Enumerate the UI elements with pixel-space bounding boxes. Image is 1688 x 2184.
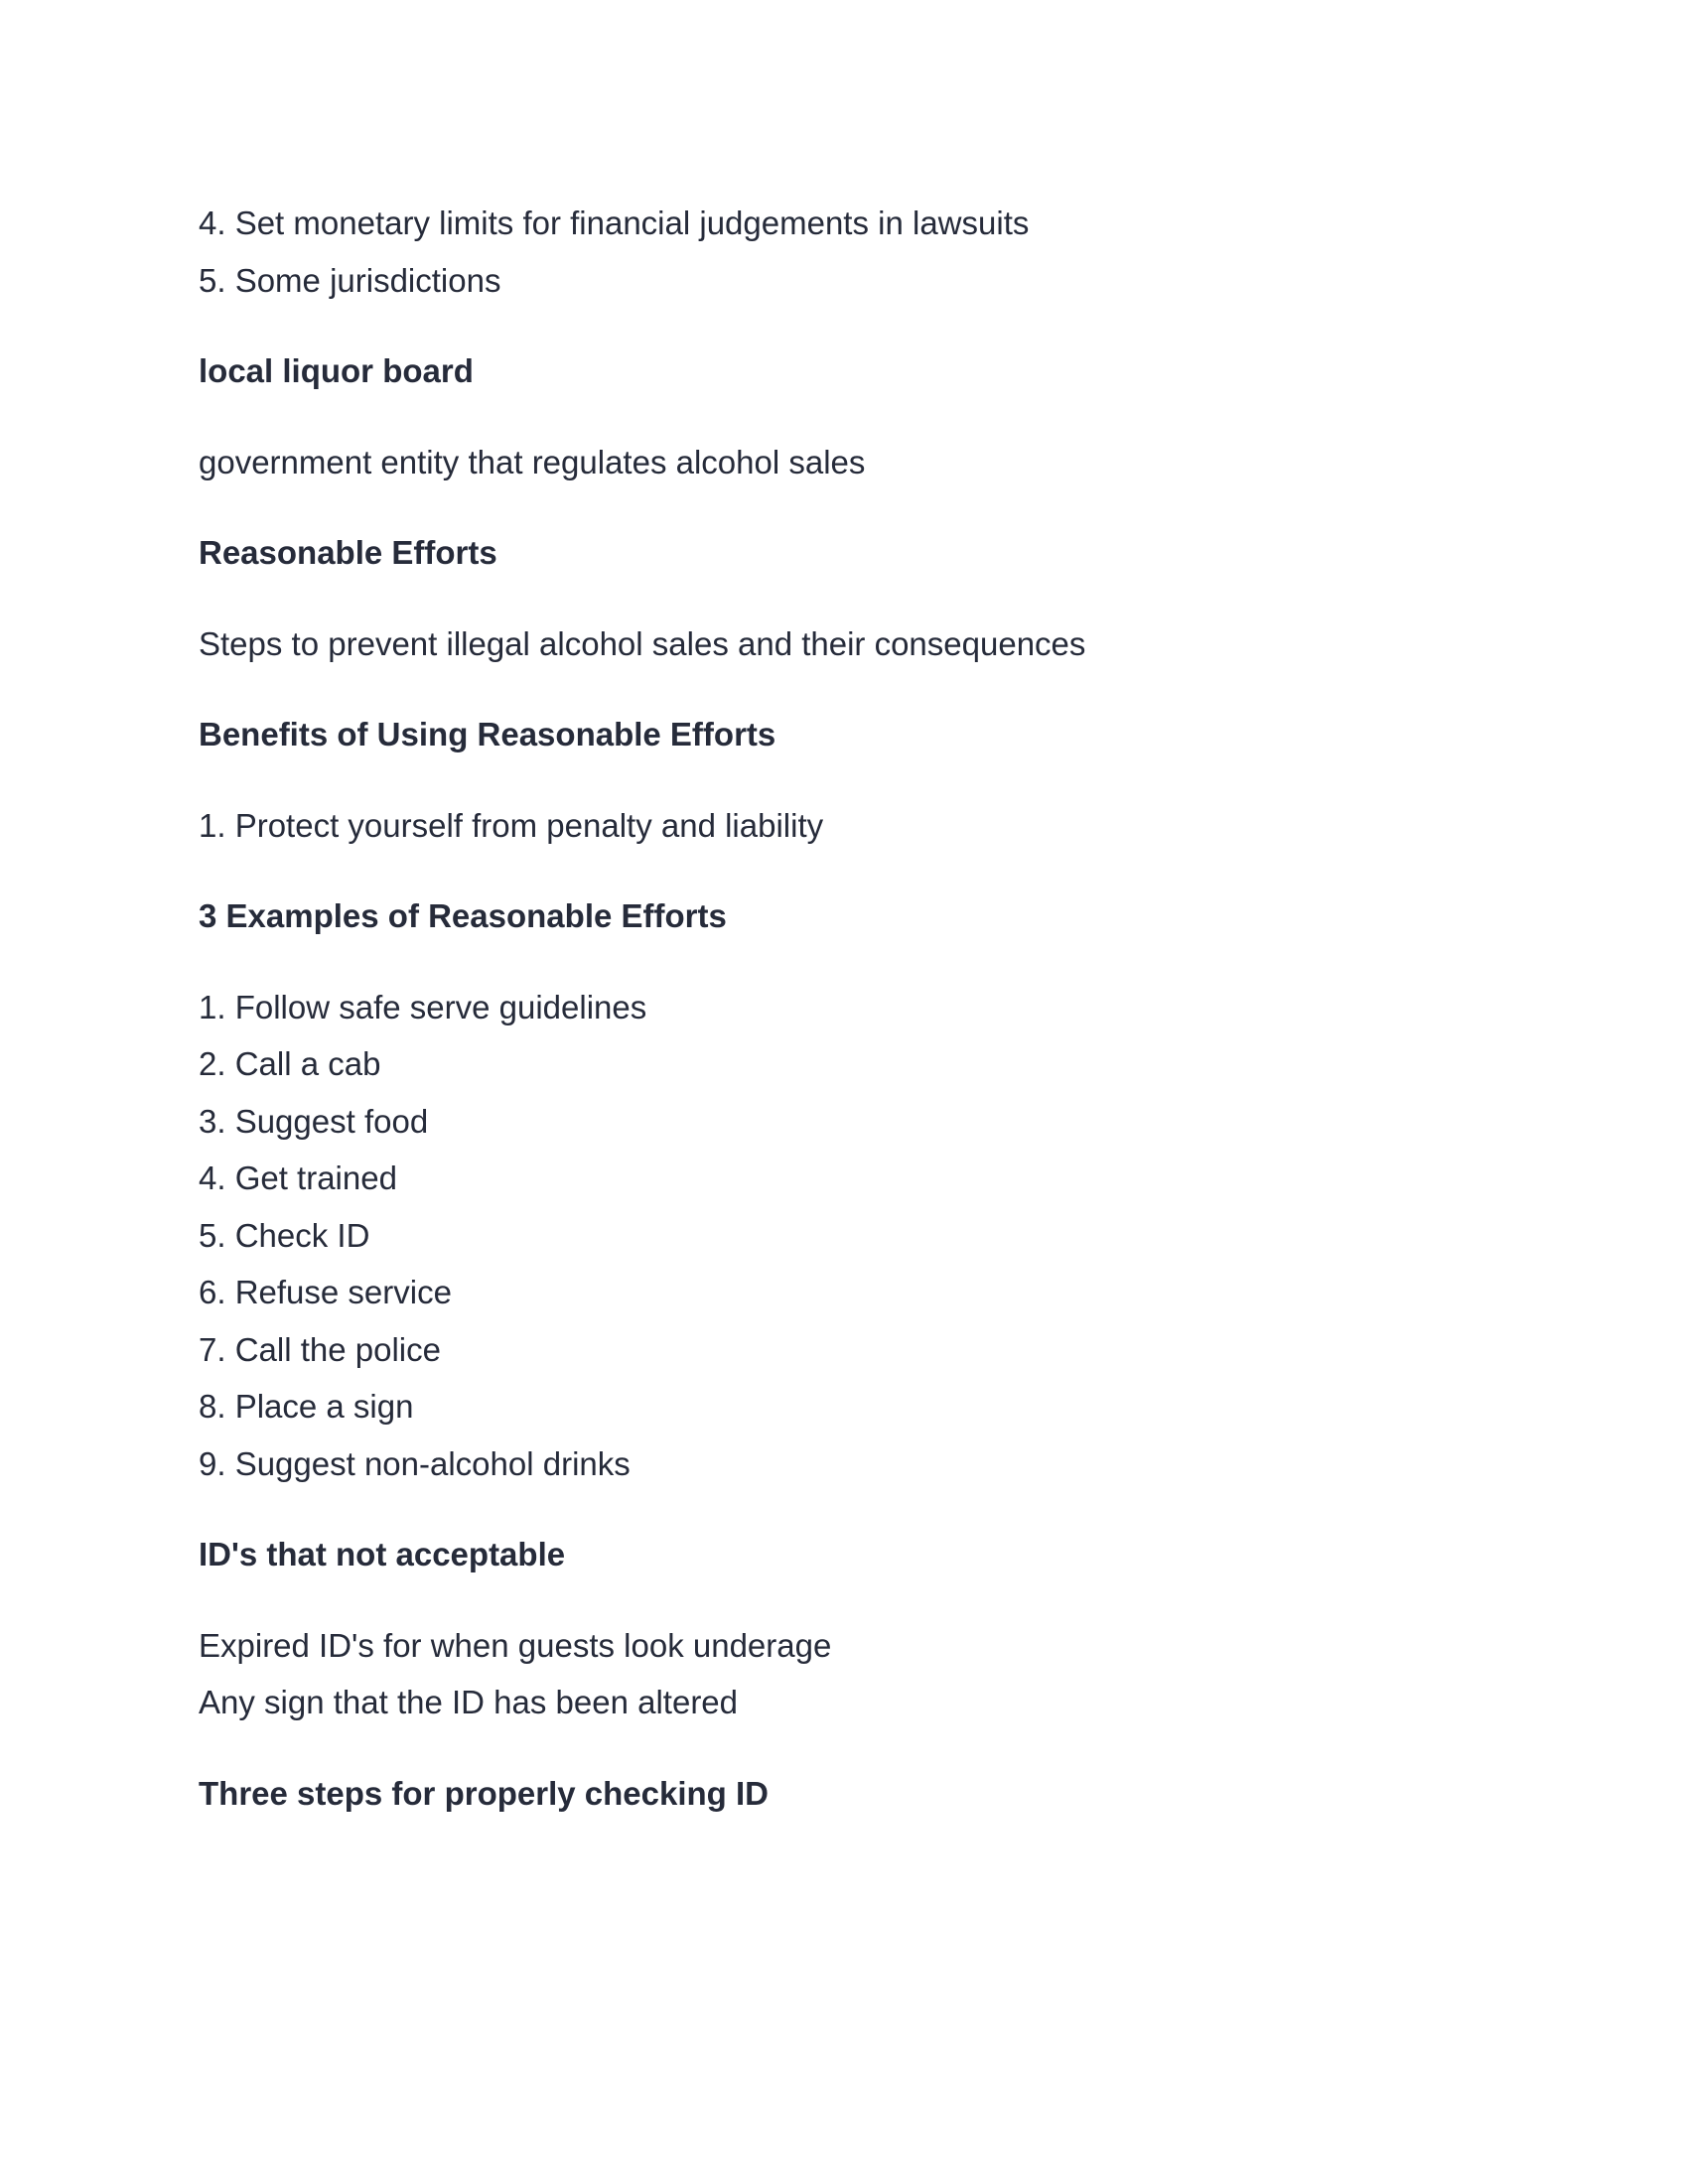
definition-line: 4. Get trained <box>199 1160 397 1196</box>
definition-line: 5. Check ID <box>199 1216 370 1254</box>
definition-line: 2. Call a cab <box>199 1045 381 1082</box>
term-heading: local liquor board <box>199 352 474 389</box>
definition-block <box>199 1617 1489 1731</box>
definition-line: 3. Suggest food <box>199 1102 429 1140</box>
term-heading: Benefits of Using Reasonable Efforts <box>199 716 776 752</box>
document-page <box>199 195 1489 1822</box>
term-heading: Reasonable Efforts <box>199 534 497 571</box>
definition-line: Steps to prevent illegal alcohol sales and their consequences <box>199 624 1086 662</box>
term-heading: 3 Examples of Reasonable Efforts <box>199 897 727 934</box>
definition-line: 1. Protect yourself from penalty and liability <box>199 806 824 844</box>
definition-line: Expired ID's for when guests look underage <box>199 1626 832 1664</box>
term-heading: ID's that not acceptable <box>199 1536 566 1572</box>
definition-line: 8. Place a sign <box>199 1388 414 1425</box>
list-item: 5. Some jurisdictions <box>199 261 501 299</box>
definition-block <box>199 979 1489 1493</box>
definition-line: 6. Refuse service <box>199 1274 452 1310</box>
definition-block <box>199 615 1489 673</box>
definition-line: 9. Suggest non-alcohol drinks <box>199 1444 631 1482</box>
definition-line: 1. Follow safe serve guidelines <box>199 988 647 1025</box>
definition-block <box>199 434 1489 491</box>
intro-list <box>199 195 1489 309</box>
definition-block <box>199 797 1489 855</box>
definition-line: government entity that regulates alcohol sales <box>199 443 866 480</box>
term-heading: Three steps for properly checking ID <box>199 1774 769 1812</box>
definition-line: 7. Call the police <box>199 1330 441 1368</box>
definition-line: Any sign that the ID has been altered <box>199 1684 739 1720</box>
list-item: 4. Set monetary limits for financial judgements in lawsuits <box>199 205 1030 241</box>
